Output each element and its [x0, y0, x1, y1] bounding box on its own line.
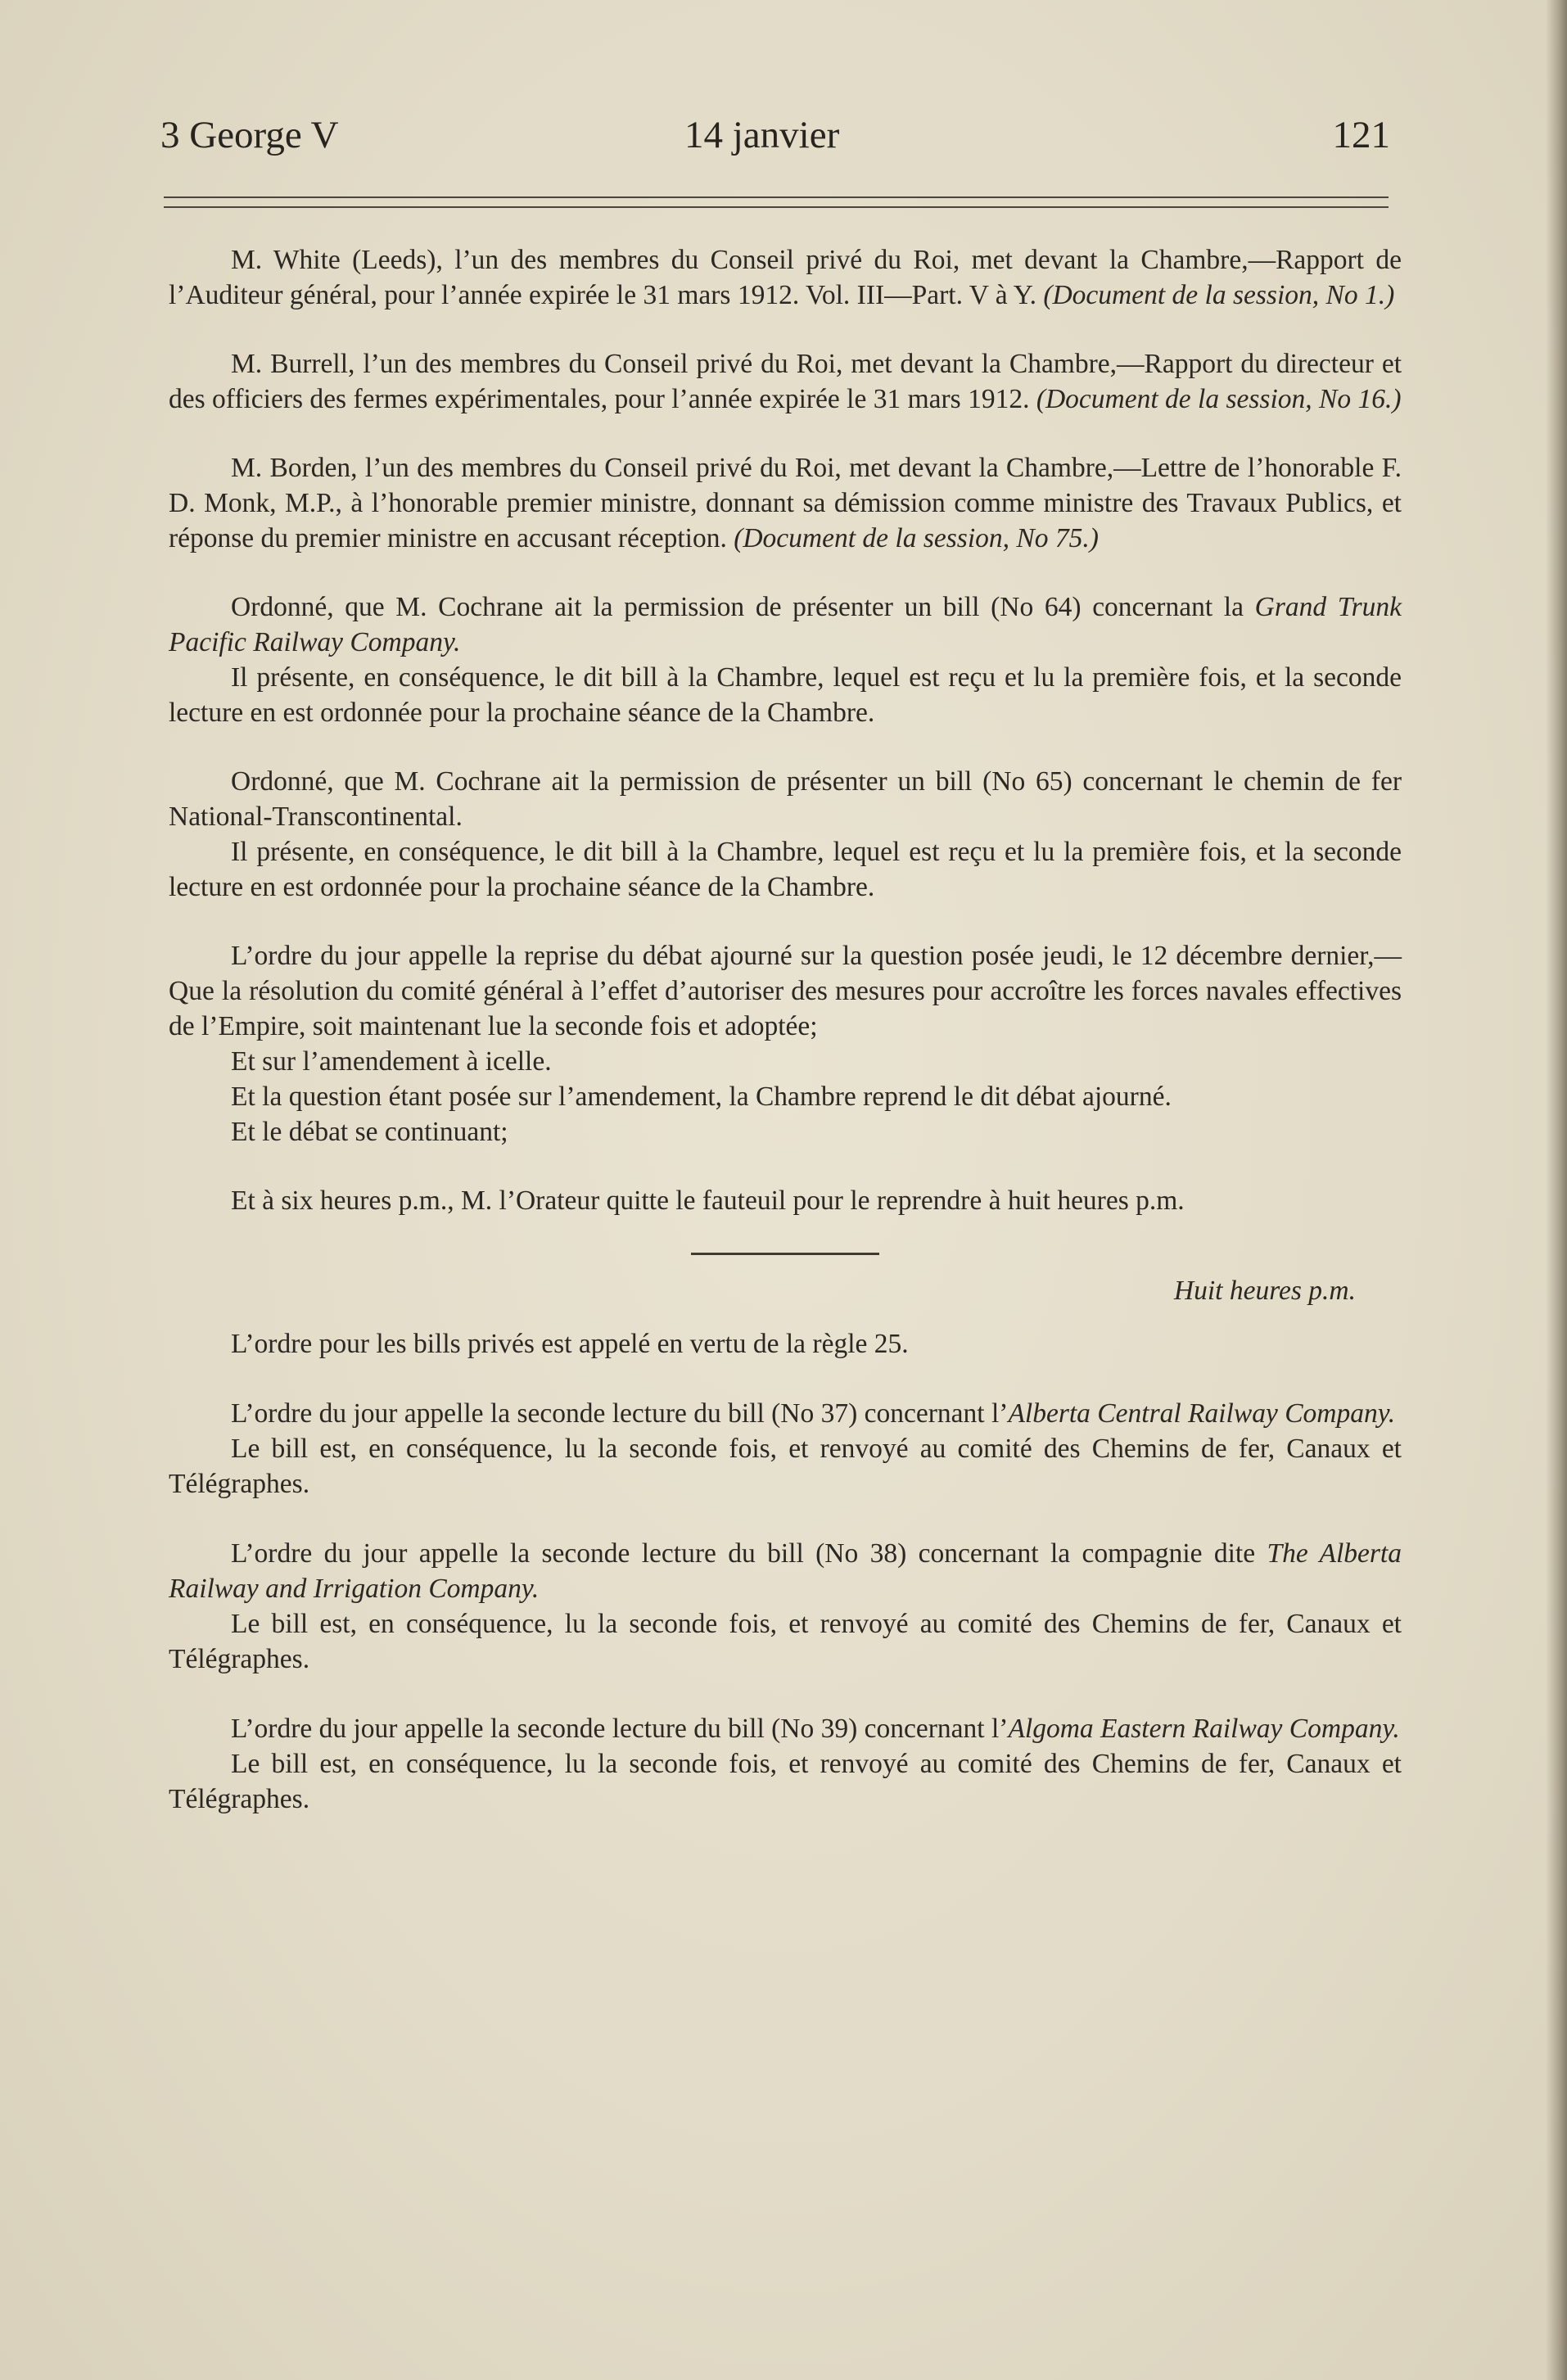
running-header [160, 113, 1390, 170]
paragraph-text: M. Borden, l’un des membres du Conseil privé du Roi, met devant la Chambre,—Lettre de l’honorable F. D. Monk, M.P., à l’honorable premier ministre, donnant sa démission comme ministre des Travaux Publics, et réponse du premier ministre en accusant réception. [169, 453, 1402, 553]
document-reference: (Document de la session, No 75.) [734, 523, 1099, 553]
paragraph-text: M. Burrell, l’un des membres du Conseil privé du Roi, met devant la Chambre,—Rapport du directeur et des officiers des fermes expérimentales, pour l’année expirée le 31 mars 1912. [169, 349, 1402, 414]
header-regnal-year: 3 George V [160, 114, 339, 156]
page-number: 121 [1332, 114, 1390, 156]
paragraph-bill-65: Ordonné, que M. Cochrane ait la permission de présenter un bill (No 65) concernant le chemin de fer National-Transcontinental. [169, 766, 1402, 832]
paragraph-bill-37-referral: Le bill est, en conséquence, lu la seconde fois, et renvoyé au comité des Chemins de fer, Canaux et Télégraphes. [169, 1434, 1402, 1499]
page-edge-shadow [1546, 0, 1567, 2380]
paragraph-text: M. White (Leeds), l’un des membres du Conseil privé du Roi, met devant la Chambre,—Rapport de l’Auditeur général, pour l’année expirée le 31 mars 1912. Vol. III—Part. V à Y. [169, 245, 1402, 310]
paragraph-bill-38 [169, 1536, 1402, 1606]
company-name: Grand Trunk Pacific Railway Company. [169, 592, 1402, 657]
paragraph-private-bills: L’ordre pour les bills privés est appelé en vertu de la règle 25. [231, 1329, 909, 1359]
section-divider [691, 1253, 879, 1255]
header-date: 14 janvier [684, 114, 840, 156]
document-reference: (Document de la session, No 1.) [1043, 280, 1395, 310]
header-rule-top [164, 196, 1389, 198]
paragraph-text: L’ordre du jour appelle la seconde lecture du bill (No 39) concernant l’ [231, 1714, 1009, 1744]
paragraph-borden-letter [169, 450, 1402, 556]
paragraph-bill-39 [169, 1711, 1402, 1746]
paragraph-burrell-report [169, 346, 1402, 417]
paragraph-bill-39-referral: Le bill est, en conséquence, lu la seconde fois, et renvoyé au comité des Chemins de fer, Canaux et Télégraphes. [169, 1749, 1402, 1814]
company-name: Algoma Eastern Railway Company. [1008, 1714, 1400, 1744]
time-note: Huit heures p.m. [1173, 1276, 1356, 1306]
paragraph-white-report [169, 242, 1402, 313]
paragraph-bill-38-referral: Le bill est, en conséquence, lu la seconde fois, et renvoyé au comité des Chemins de fer, Canaux et Télégraphes. [169, 1609, 1402, 1674]
paragraph-debate-resumed: Et la question étant posée sur l’amendement, la Chambre reprend le dit débat ajourné. [231, 1082, 1172, 1112]
paragraph-bill-37 [169, 1396, 1402, 1431]
journal-body [169, 242, 1402, 1817]
paragraph-bill-64 [169, 589, 1402, 660]
paragraph-amendment: Et sur l’amendement à icelle. [231, 1046, 552, 1077]
paragraph-text: Ordonné, que M. Cochrane ait la permission de présenter un bill (No 64) concernant la [231, 592, 1255, 622]
document-reference: (Document de la session, No 16.) [1036, 384, 1402, 414]
paragraph-debate-continuing: Et le débat se continuant; [231, 1117, 508, 1147]
paragraph-bill-65-first-reading: Il présente, en conséquence, le dit bill à la Chambre, lequel est reçu et lu la première fois, et la seconde lecture en est ordonnée pour la prochaine séance de la Chambre. [169, 837, 1402, 902]
paragraph-text: L’ordre du jour appelle la seconde lecture du bill (No 38) concernant la compagnie dite [231, 1538, 1267, 1569]
company-name: The Alberta Railway and Irrigation Company. [169, 1538, 1402, 1604]
paragraph-naval-debate: L’ordre du jour appelle la reprise du débat ajourné sur la question posée jeudi, le 12 décembre dernier,—Que la résolution du comité général à l’effet d’autoriser des mesures pour accroître les forces navales effectives de l’Empire, soit maintenant lue la seconde fois et adoptée; [169, 941, 1402, 1041]
paragraph-text: L’ordre du jour appelle la seconde lecture du bill (No 37) concernant l’ [231, 1398, 1009, 1429]
company-name: Alberta Central Railway Company. [1008, 1398, 1396, 1429]
paragraph-bill-64-first-reading: Il présente, en conséquence, le dit bill à la Chambre, lequel est reçu et lu la première fois, et la seconde lecture en est ordonnée pour la prochaine séance de la Chambre. [169, 662, 1402, 728]
header-rule-bottom [164, 206, 1389, 208]
paragraph-six-pm-adjournment: Et à six heures p.m., M. l’Orateur quitte le fauteuil pour le reprendre à huit heures p.m. [231, 1185, 1185, 1216]
